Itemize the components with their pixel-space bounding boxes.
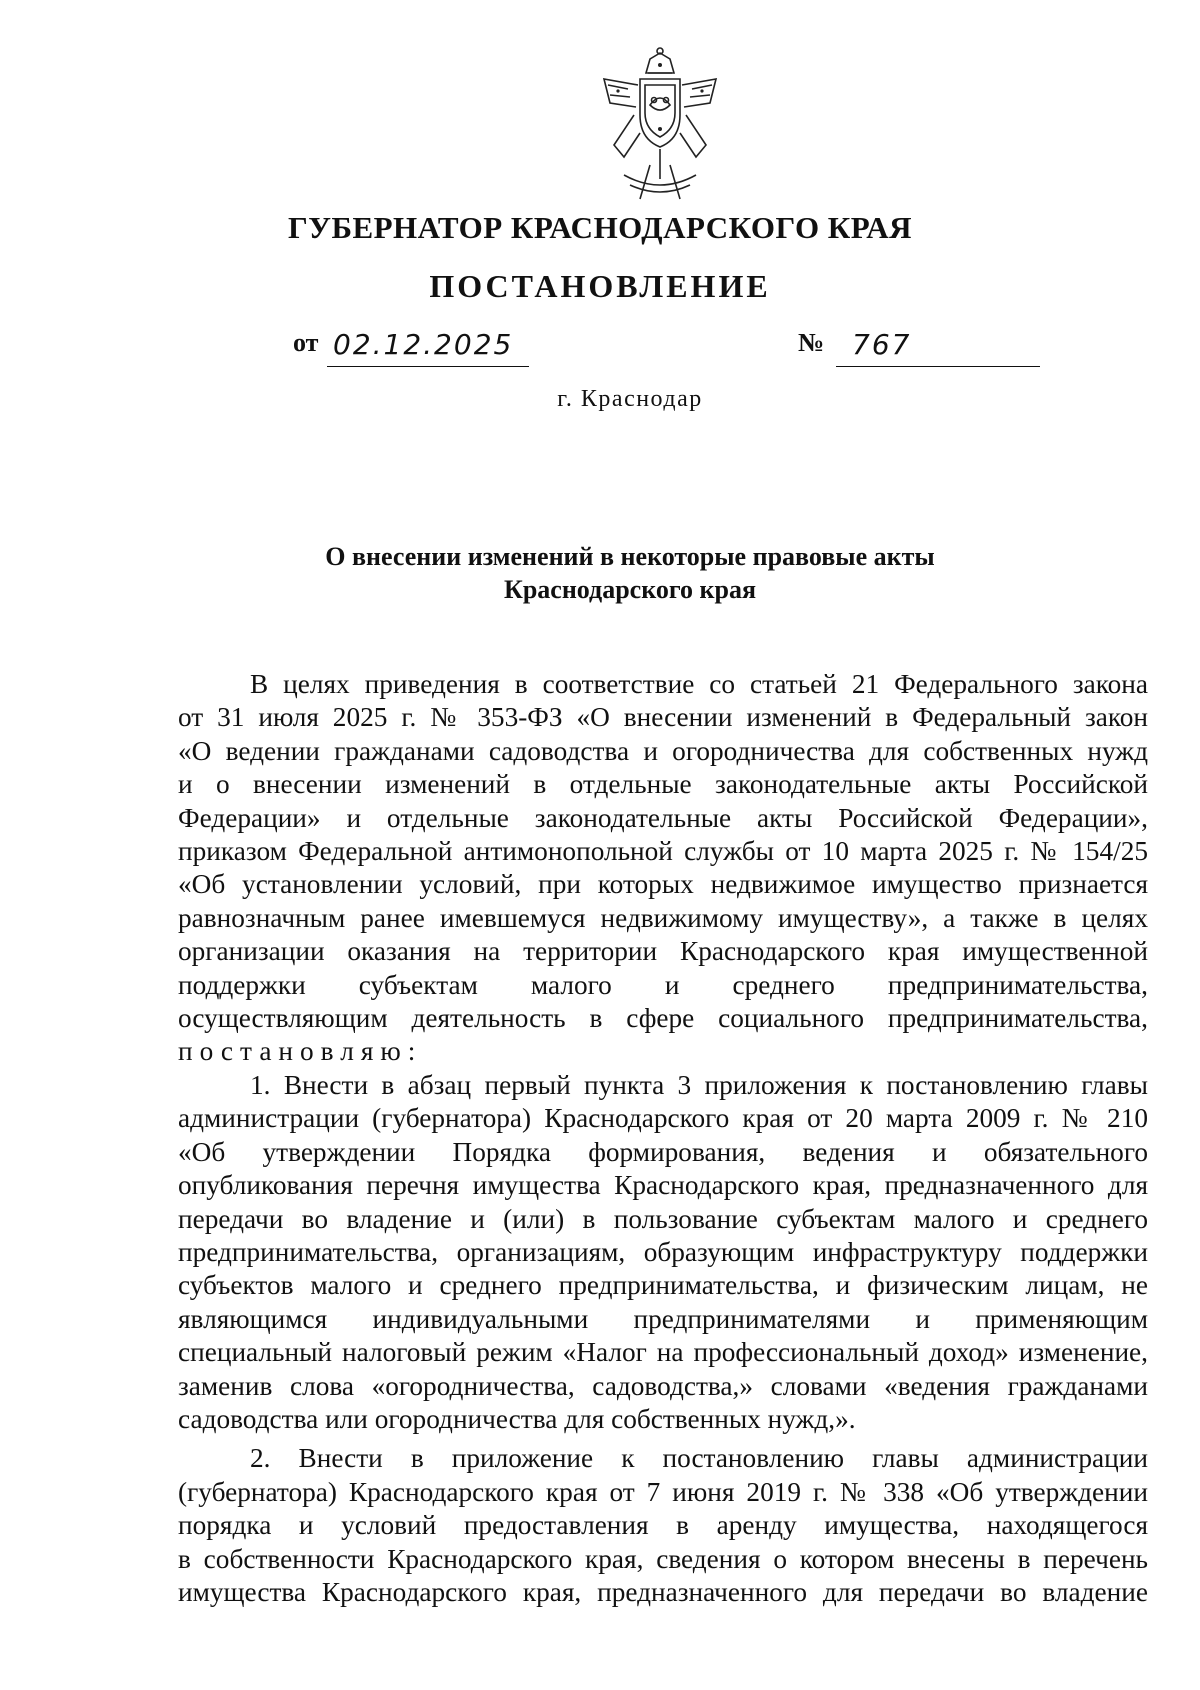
authority-heading: ГУБЕРНАТОР КРАСНОДАРСКОГО КРАЯ <box>287 210 913 245</box>
text-line: специальный налоговый режим «Налог на профессиональный доход» изменение, <box>178 1337 1148 1368</box>
text-line: предпринимательства, организациям, образующим инфраструктуру поддержки <box>178 1236 1148 1267</box>
date-label: от <box>293 328 319 357</box>
text-line: осуществляющим деятельность в сфере социального предпринимательства, <box>178 1003 1148 1034</box>
number-label: № <box>798 328 825 357</box>
text-line: Федерации» и отдельные законодательные акты Российской Федерации», <box>178 802 1148 833</box>
text-line: организации оказания на территории Краснодарского края имущественной <box>178 936 1148 967</box>
text-line: «Об утверждении Порядка формирования, ведения и обязательного <box>178 1136 1148 1167</box>
text-line: 1. Внести в абзац первый пункта 3 приложения к постановлению главы <box>250 1069 1148 1100</box>
item-2-paragraph <box>178 1442 1148 1609</box>
text-line: 2. Внести в приложение к постановлению главы администрации <box>250 1443 1148 1474</box>
city-line: г. Краснодар <box>557 386 703 412</box>
title-line-1: О внесении изменений в некоторые правовые акты <box>325 542 935 571</box>
text-line: имущества Краснодарского края, предназначенного для передачи во владение <box>178 1576 1148 1607</box>
document-type-heading: ПОСТАНОВЛЕНИЕ <box>429 268 771 304</box>
text-line: В целях приведения в соответствие со статьей 21 Федерального закона <box>250 669 1148 699</box>
text-line: «Об установлении условий, при которых недвижимое имущество признается <box>178 869 1148 900</box>
date-value: 02.12.2025 <box>333 328 514 361</box>
krasnodar-coat-of-arms-icon <box>590 45 730 205</box>
text-line: «О ведении гражданами садоводства и огородничества для собственных нужд <box>178 735 1148 766</box>
text-line: администрации (губернатора) Краснодарского края от 20 марта 2009 г. № 210 <box>178 1103 1148 1134</box>
item-1-paragraph <box>178 1069 1148 1436</box>
title-line-2: Краснодарского края <box>503 575 757 604</box>
text-line: опубликования перечня имущества Краснодарского края, предназначенного для <box>178 1170 1148 1201</box>
document-body <box>178 668 1148 1609</box>
text-line: (губернатора) Краснодарского края от 7 июня 2019 г. № 338 «Об утверждении <box>178 1476 1148 1507</box>
text-line: являющимся индивидуальными предпринимателями и применяющим <box>178 1303 1148 1334</box>
number-value: 767 <box>852 328 912 361</box>
text-line: от 31 июля 2025 г. № 353-ФЗ «О внесении изменений в Федеральный закон <box>178 702 1148 733</box>
text-line: заменив слова «огородничества, садоводства,» словами «ведения гражданами <box>178 1370 1148 1401</box>
date-underline <box>327 366 529 367</box>
text-line: субъектов малого и среднего предпринимательства, и физическим лицам, не <box>178 1270 1148 1301</box>
document-title <box>0 540 1200 606</box>
text-line: в собственности Краснодарского края, сведения о котором внесены в перечень <box>178 1543 1148 1574</box>
text-line: садоводства или огородничества для собственных нужд,». <box>178 1403 856 1434</box>
number-underline <box>836 366 1040 367</box>
preamble-paragraph <box>178 668 1148 1035</box>
text-line: и о внесении изменений в отдельные законодательные акты Российской <box>178 769 1148 800</box>
text-line: равнозначным ранее имевшемуся недвижимому имуществу», а также в целях <box>178 902 1148 933</box>
decree-word: постановляю: <box>178 1036 423 1067</box>
text-line: поддержки субъектам малого и среднего предпринимательства, <box>178 969 1148 1000</box>
text-line: порядка и условий предоставления в аренду имущества, находящегося <box>178 1510 1148 1541</box>
text-line: приказом Федеральной антимонопольной службы от 10 марта 2025 г. № 154/25 <box>178 836 1148 867</box>
text-line: передачи во владение и (или) в пользование субъектам малого и среднего <box>178 1203 1148 1234</box>
